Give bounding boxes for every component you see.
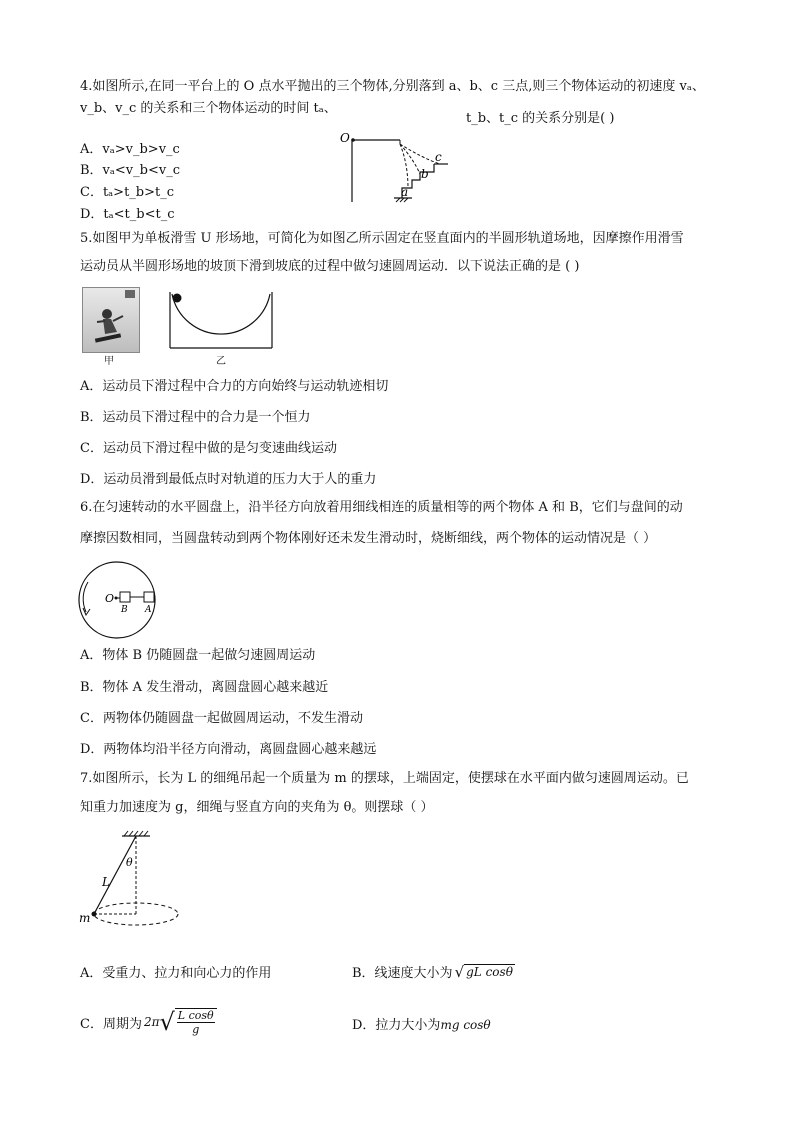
q4-label-b: b: [421, 167, 429, 181]
q4-stem-line2: v_b、v_c 的关系和三个物体运动的时间 tₐ、: [80, 101, 337, 116]
u-shaped-track-figure: [168, 290, 274, 350]
q7-label-l: L: [102, 875, 110, 889]
q7-option-c-coef: 2π: [143, 1015, 160, 1029]
q4-stem-line1: 4.如图所示,在同一平台上的 O 点水平抛出的三个物体,分别落到 a、b、c 三点,则三个物体运动的初速度 vₐ、: [80, 79, 705, 94]
q7-option-c-denominator: g: [192, 1023, 200, 1036]
q7-option-d: [352, 1014, 491, 1033]
block-b: [120, 592, 130, 602]
fig-jia-label: 甲: [104, 356, 114, 367]
q7-label-m: m: [79, 911, 91, 925]
conical-pendulum-figure: [76, 830, 188, 930]
q7-option-c-numerator: L cosθ: [177, 1009, 214, 1022]
sqrt-icon: √: [454, 962, 465, 981]
q6-option-a: A．物体 B 仍随圆盘一起做匀速圆周运动: [80, 648, 316, 663]
q6-option-d: D．两物体均沿半径方向滑动，离圆盘圆心越来越远: [80, 742, 377, 757]
q4-option-d: D．tₐ<t_b<t_c: [80, 207, 175, 222]
q6-label-o: O: [105, 592, 115, 605]
q7-option-b: [352, 962, 515, 981]
q6-label-b: B: [121, 605, 128, 615]
q7-option-d-label: D．拉力大小为: [352, 1018, 441, 1033]
q6-label-a: A: [145, 605, 152, 615]
rotating-disk-figure: [74, 560, 160, 640]
q4-label-o: O: [340, 131, 350, 145]
sqrt-icon: √: [159, 1008, 175, 1036]
q7-option-c-fraction: [175, 1008, 217, 1036]
q6-stem-line2: 摩擦因数相同，当圆盘转动到两个物体刚好还未发生滑动时，烧断细线，两个物体的运动情况是（ ）: [80, 531, 657, 546]
q4-projectile-figure: [322, 128, 452, 210]
q4-label-a: a: [401, 185, 409, 199]
q5-option-d: D．运动员滑到最低点时对轨道的压力大于人的重力: [80, 472, 377, 487]
q4-option-a: A．vₐ>v_b>v_c: [80, 142, 180, 157]
q4-stem-line2-right: t_b、t_c 的关系分别是( ): [466, 111, 615, 126]
q7-option-b-radicand: gL cosθ: [466, 965, 513, 979]
q7-stem-line1: 7.如图所示，长为 L 的细绳吊起一个质量为 m 的摆球，上端固定，使摆球在水平面内做匀速圆周运动。已: [80, 771, 689, 786]
q5-option-b: B．运动员下滑过程中的合力是一个恒力: [80, 410, 311, 425]
q7-option-c-label: C．周期为: [80, 1016, 142, 1032]
q5-stem-line1: 5.如图甲为单板滑雪 U 形场地，可简化为如图乙所示固定在竖直面内的半圆形轨道场地，因摩擦作用滑雪: [80, 231, 684, 246]
block-a: [144, 592, 154, 602]
q6-option-b: B．物体 A 发生滑动，离圆盘圆心越来越近: [80, 680, 329, 695]
q7-option-d-expr: mg cosθ: [440, 1018, 491, 1032]
q7-stem-line2: 知重力加速度为 g，细绳与竖直方向的夹角为 θ。则摆球（ ）: [80, 800, 434, 815]
q5-option-c: C．运动员下滑过程中做的是匀变速曲线运动: [80, 441, 337, 456]
q6-stem-line1: 6.在匀速转动的水平圆盘上，沿半径方向放着用细线相连的质量相等的两个物体 A 和 B，它们与盘间的动: [80, 500, 683, 515]
q7-option-a: A．受重力、拉力和向心力的作用: [80, 966, 272, 981]
q4-option-c: C．tₐ>t_b>t_c: [80, 185, 175, 200]
q7-option-c: [80, 1008, 217, 1036]
q7-label-theta: θ: [126, 856, 133, 869]
q4-label-c: c: [435, 150, 442, 164]
snowboarder-icon: [83, 288, 139, 352]
q5-stem-line2: 运动员从半圆形场地的坡顶下滑到坡底的过程中做匀速圆周运动．以下说法正确的是 ( ): [80, 259, 580, 274]
snowboard-photo: [82, 287, 140, 353]
q7-option-b-label: B．线速度大小为: [352, 966, 453, 981]
q6-option-c: C．两物体仍随圆盘一起做圆周运动，不发生滑动: [80, 711, 363, 726]
q4-option-b: B．vₐ<v_b<v_c: [80, 163, 180, 178]
fig-yi-label: 乙: [216, 356, 226, 367]
skier-ball: [173, 294, 182, 303]
q5-option-a: A．运动员下滑过程中合力的方向始终与运动轨迹相切: [80, 379, 389, 394]
